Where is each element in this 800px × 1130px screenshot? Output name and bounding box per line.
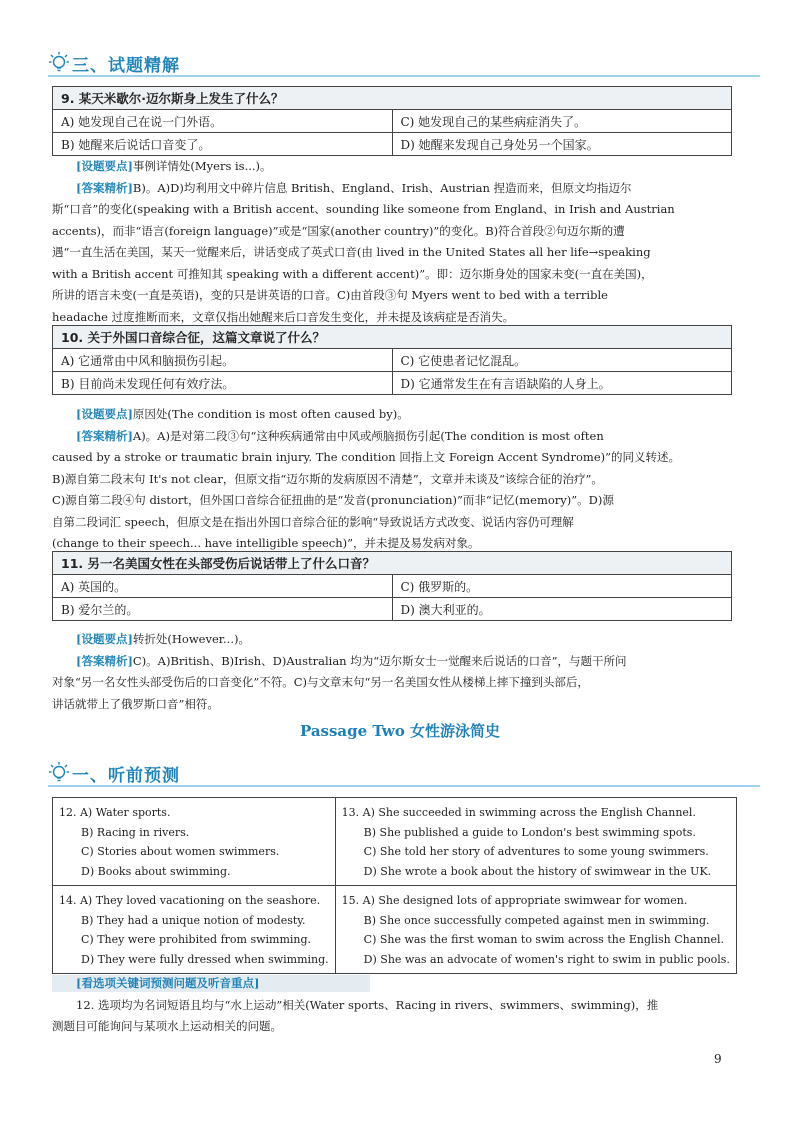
section-header-prediction: [48, 760, 180, 786]
analysis-line: 斯“口音”的变化(speaking with a British accent、sounding like someone from England、in Irish and Austrian: [52, 202, 675, 216]
question-11-option-c: C) 俄罗斯的。: [392, 575, 732, 598]
analysis-line: 遇“一直生活在美国，某天一觉醒来后，讲话变成了英式口音(由 lived in the United States all her life→speaking: [52, 245, 651, 259]
question-10-option-b: B) 目前尚未发现任何有效疗法。: [53, 372, 393, 395]
question-11-option-a: A) 英国的。: [53, 575, 393, 598]
analysis-line: 讲话就带上了俄罗斯口音”相符。: [52, 696, 219, 711]
option-line: B) Racing in rivers.: [81, 825, 190, 839]
section-title: 三、试题精解: [72, 55, 180, 76]
analysis-line: caused by a stroke or traumatic brain injury. The condition 回指上文 Foreign Accent Syndrome)”的同义转述。: [52, 450, 681, 464]
section-rule: [48, 75, 760, 77]
option-line: 14. A) They loved vacationing on the seashore.: [59, 894, 321, 907]
analysis-line: headache 过度推断而来，文章仅指出她醒来后口音发生变化，并未提及该病症是否消失。: [52, 309, 515, 324]
lightbulb-icon: [48, 760, 70, 786]
analysis-line: (change to their speech... have intelligible speech)”，并未提及易发病对象。: [52, 536, 480, 550]
option-line: 12. A) Water sports.: [59, 806, 171, 819]
option-line: C) She was the first woman to swim across the English Channel.: [363, 933, 725, 946]
question-9-explanation: [52, 156, 732, 328]
option-line: D) They were fully dressed when swimming.: [81, 952, 329, 966]
section-rule: [48, 785, 760, 787]
option-line: D) She wrote a book about the history of swimwear in the UK.: [363, 864, 712, 878]
point-line: [52, 629, 732, 651]
prediction-cell-14: [53, 886, 336, 974]
analysis-label: [答案精析]: [76, 180, 133, 195]
section-header-analysis: [48, 50, 180, 76]
analysis-text: C)。A)British、B)Irish、D)Australian 均为“迈尔斯女士一觉醒来后说话的口音”，与题干所问: [132, 653, 627, 668]
question-9-option-c: C) 她发现自己的某些病症消失了。: [392, 110, 732, 133]
point-text: 原因处(The condition is most often caused by)。: [132, 407, 409, 421]
analysis-label: [答案精析]: [76, 653, 133, 668]
tips-block: [52, 973, 732, 1038]
point-label: [设题要点]: [76, 632, 133, 646]
analysis-text: A)。A)是对第二段③句“这种疾病通常由中风或颅脑损伤引起(The condition is most often: [132, 428, 604, 443]
question-9-stem: 9. 某天米歇尔·迈尔斯身上发生了什么？: [53, 87, 732, 110]
question-9-option-d: D) 她醒来发现自己身处另一个国家。: [392, 133, 732, 156]
prediction-grid: [52, 797, 737, 974]
option-line: 13. A) She succeeded in swimming across the English Channel.: [341, 806, 696, 819]
analysis-line: accents)，而非“语言(foreign language)”或是“国家(another country)”的变化。B)符合首段②句迈尔斯的遭: [52, 223, 625, 238]
prediction-cell-15: [335, 886, 736, 974]
lightbulb-icon: [48, 50, 70, 76]
question-10-option-a: A) 它通常由中风和脑损伤引起。: [53, 349, 393, 372]
tips-heading: [看选项关键词预测问题及听音重点]: [76, 976, 260, 990]
option-line: C) Stories about women swimmers.: [81, 845, 280, 858]
point-label: [设题要点]: [76, 159, 133, 173]
analysis-line: 对象“另一名女性头部受伤后的口音变化”不符。C)与文章末句“另一名美国女性从楼梯上摔下撞到头部后，: [52, 675, 589, 689]
analysis-line: with a British accent 可推知其 speaking with a different accent)”。即：迈尔斯身处的国家未变(一直在美国)，: [52, 266, 653, 281]
option-line: 15. A) She designed lots of appropriate swimwear for women.: [341, 894, 688, 907]
option-line: B) She published a guide to London's best swimming spots.: [363, 825, 696, 839]
option-line: B) She once successfully competed against men in swimming.: [363, 913, 710, 927]
question-9-option-b: B) 她醒来后说话口音变了。: [53, 133, 393, 156]
option-line: C) They were prohibited from swimming.: [81, 933, 312, 946]
analysis-line: 自第二段词汇 speech，但原文是在指出外国口音综合征的影响“导致说话方式改变、说话内容仍可理解: [52, 514, 574, 529]
question-9-option-a: A) 她发现自己在说一门外语。: [53, 110, 393, 133]
option-line: D) Books about swimming.: [81, 864, 231, 878]
analysis-line: 所讲的语言未变(一直是英语)，变的只是讲英语的口音。C)由首段③句 Myers went to bed with a terrible: [52, 288, 608, 302]
tips-line: 测题目可能询问与某项水上运动相关的问题。: [52, 1019, 282, 1033]
prediction-cell-13: [335, 798, 736, 886]
option-line: C) She told her story of adventures to some young swimmers.: [363, 845, 709, 858]
analysis-line: B)源自第二段末句 It's not clear，但原文指“迈尔斯的发病原因不清楚”，文章并未谈及“该综合征的治疗”。: [52, 471, 603, 486]
analysis-line: [52, 178, 732, 200]
question-11-option-b: B) 爱尔兰的。: [53, 598, 393, 621]
page-number: 9: [714, 1052, 722, 1066]
point-text: 转折处(However...)。: [132, 632, 250, 646]
analysis-text: B)。A)D)均利用文中碎片信息 British、England、Irish、Austrian 捏造而来，但原文均指迈尔: [132, 180, 632, 195]
tips-line: 12. 选项均为名词短语且均与“水上运动”相关(Water sports、Racing in rivers、swimmers、swimming)，推: [76, 997, 659, 1012]
question-10-explanation: [52, 404, 732, 555]
option-line: D) She was an advocate of women's right to swim in public pools.: [363, 952, 730, 966]
analysis-line: [52, 651, 732, 673]
analysis-label: [答案精析]: [76, 428, 133, 443]
question-11-option-d: D) 澳大利亚的。: [392, 598, 732, 621]
question-10-stem: 10. 关于外国口音综合征，这篇文章说了什么？: [53, 326, 732, 349]
question-9-table: [52, 86, 732, 156]
option-line: B) They had a unique notion of modesty.: [81, 913, 306, 927]
analysis-line: C)源自第二段④句 distort，但外国口音综合征扭曲的是“发音(pronunciation)”而非“记忆(memory)”。D)源: [52, 493, 614, 507]
passage-title: Passage Two 女性游泳简史: [299, 722, 501, 740]
point-label: [设题要点]: [76, 407, 133, 421]
prediction-cell-12: [53, 798, 336, 886]
question-10-option-d: D) 它通常发生在有言语缺陷的人身上。: [392, 372, 732, 395]
question-10-option-c: C) 它使患者记忆混乱。: [392, 349, 732, 372]
question-11-explanation: [52, 629, 732, 715]
analysis-line: [52, 426, 732, 448]
question-10-table: [52, 325, 732, 395]
question-11-table: [52, 551, 732, 621]
point-text: 事例详情处(Myers is...)。: [132, 159, 272, 173]
question-11-stem: 11. 另一名美国女性在头部受伤后说话带上了什么口音？: [53, 552, 732, 575]
section-title: 一、听前预测: [72, 765, 180, 786]
point-line: [52, 156, 732, 178]
point-line: [52, 404, 732, 426]
